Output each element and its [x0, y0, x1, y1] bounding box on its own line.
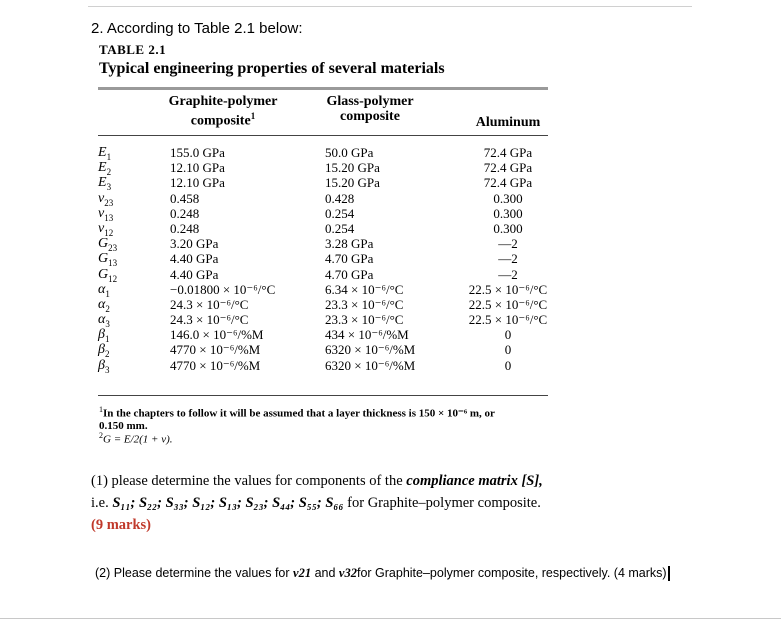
aluminum-value: —2: [498, 251, 518, 267]
glass-value: 6320 × 10⁻⁶/%M: [325, 342, 416, 358]
glass-value: 15.20 GPa: [325, 175, 380, 191]
aluminum-value: 22.5 × 10⁻⁶/°C: [468, 312, 548, 328]
glass-value: 23.3 × 10⁻⁶/°C: [325, 296, 404, 312]
column-header-aluminum: Aluminum: [475, 115, 541, 130]
graphite-value: 12.10 GPa: [170, 175, 225, 191]
aluminum-value: 72.4 GPa: [483, 175, 533, 191]
property-symbol: $G_{23}$: [98, 236, 118, 253]
graphite-value: 4770 × 10⁻⁶/%M: [170, 357, 261, 373]
table-top-rule: [98, 87, 548, 90]
table-label: TABLE 2.1: [99, 42, 167, 57]
footnote-2: $^2$G = E/2(1 + ν).: [99, 431, 173, 446]
property-symbol: $\beta_3$: [98, 357, 110, 375]
aluminum-value: —2: [498, 236, 518, 252]
graphite-value: 24.3 × 10⁻⁶/°C: [170, 312, 249, 328]
top-divider: [88, 6, 692, 7]
property-symbol: $E_1$: [98, 145, 112, 162]
property-symbol: $E_2$: [98, 160, 112, 177]
graphite-value: 0.248: [170, 220, 200, 236]
glass-value: 4.70 GPa: [325, 266, 374, 282]
glass-value: 0.254: [325, 220, 355, 236]
property-symbol: $G_{12}$: [98, 266, 118, 284]
aluminum-value: —2: [498, 266, 518, 282]
glass-value: 0.254: [325, 205, 355, 221]
aluminum-value: 22.5 × 10⁻⁶/°C: [468, 281, 548, 297]
glass-value: 23.3 × 10⁻⁶/°C: [325, 312, 404, 328]
aluminum-value: 0: [504, 357, 512, 373]
table-header-rule: [98, 135, 548, 136]
property-symbol: $E_3$: [98, 175, 112, 193]
glass-value: 0.428: [325, 190, 355, 206]
aluminum-value: 0.300: [493, 205, 523, 221]
graphite-value: 4.40 GPa: [170, 251, 219, 267]
part-1-question: (1) please determine the values for components of the compliance matrix [S], i.e. S₁₁; S₂₂; S₃₃; S₁₂; S₁₃; S₂₃; S₄₄; S₅₅; S₆₆ for Graphite–polymer composite. (9 marks): [91, 470, 543, 536]
aluminum-value: 72.4 GPa: [483, 160, 533, 176]
property-symbol: $\alpha_2$: [98, 296, 110, 314]
property-symbol: $\nu_{23}$: [98, 190, 114, 208]
column-header-graphite: Graphite-polymer composite$^1$: [168, 94, 278, 129]
footnote-1: $^1$In the chapters to follow it will be assumed that a layer thickness is 150 × 10⁻⁶ m, or 0.150 mm.: [99, 405, 495, 432]
property-symbol: $\alpha_1$: [98, 281, 110, 299]
graphite-value: 24.3 × 10⁻⁶/°C: [170, 296, 249, 312]
graphite-value: 12.10 GPa: [170, 160, 225, 176]
glass-value: 50.0 GPa: [325, 145, 374, 160]
property-symbol: $\beta_1$: [98, 327, 110, 345]
graphite-value: −0.01800 × 10⁻⁶/°C: [170, 281, 276, 297]
graphite-value: 0.248: [170, 205, 200, 221]
aluminum-value: 72.4 GPa: [483, 145, 533, 160]
property-symbol: $\alpha_3$: [98, 312, 110, 329]
graphite-value: 4770 × 10⁻⁶/%M: [170, 342, 261, 358]
property-symbol: $\nu_{12}$: [98, 220, 114, 238]
column-header-glass: Glass-polymer composite: [326, 94, 414, 124]
graphite-value: 4.40 GPa: [170, 266, 219, 282]
aluminum-value: 0.300: [493, 220, 523, 236]
property-symbol: $\beta_2$: [98, 342, 110, 360]
property-symbol: $G_{13}$: [98, 251, 118, 269]
part-1-marks: (9 marks): [91, 517, 152, 533]
glass-value: 3.28 GPa: [325, 236, 374, 252]
aluminum-value: 0: [504, 342, 512, 358]
aluminum-value: 0.300: [493, 190, 523, 206]
graphite-value: 3.20 GPa: [170, 236, 219, 252]
graphite-value: 155.0 GPa: [170, 145, 225, 160]
glass-value: 6.34 × 10⁻⁶/°C: [325, 281, 404, 297]
property-symbol: $\nu_{13}$: [98, 205, 114, 223]
glass-value: 6320 × 10⁻⁶/%M: [325, 357, 416, 373]
glass-value: 4.70 GPa: [325, 251, 374, 267]
glass-value: 434 × 10⁻⁶/%M: [325, 327, 409, 343]
table-bottom-rule: [98, 395, 548, 396]
glass-value: 15.20 GPa: [325, 160, 380, 176]
part-2-question[interactable]: (2) Please determine the values for ν21 and ν32for Graphite–polymer composite, respectively. (4 marks): [63, 563, 723, 583]
question-title: 2. According to Table 2.1 below:: [91, 20, 303, 37]
aluminum-value: 22.5 × 10⁻⁶/°C: [468, 296, 548, 312]
graphite-value: 0.458: [170, 190, 200, 206]
aluminum-value: 0: [504, 327, 512, 343]
text-cursor: [668, 566, 670, 581]
table-title: Typical engineering properties of several materials: [99, 60, 445, 77]
graphite-value: 146.0 × 10⁻⁶/%M: [170, 327, 264, 343]
bottom-divider: [0, 618, 781, 619]
